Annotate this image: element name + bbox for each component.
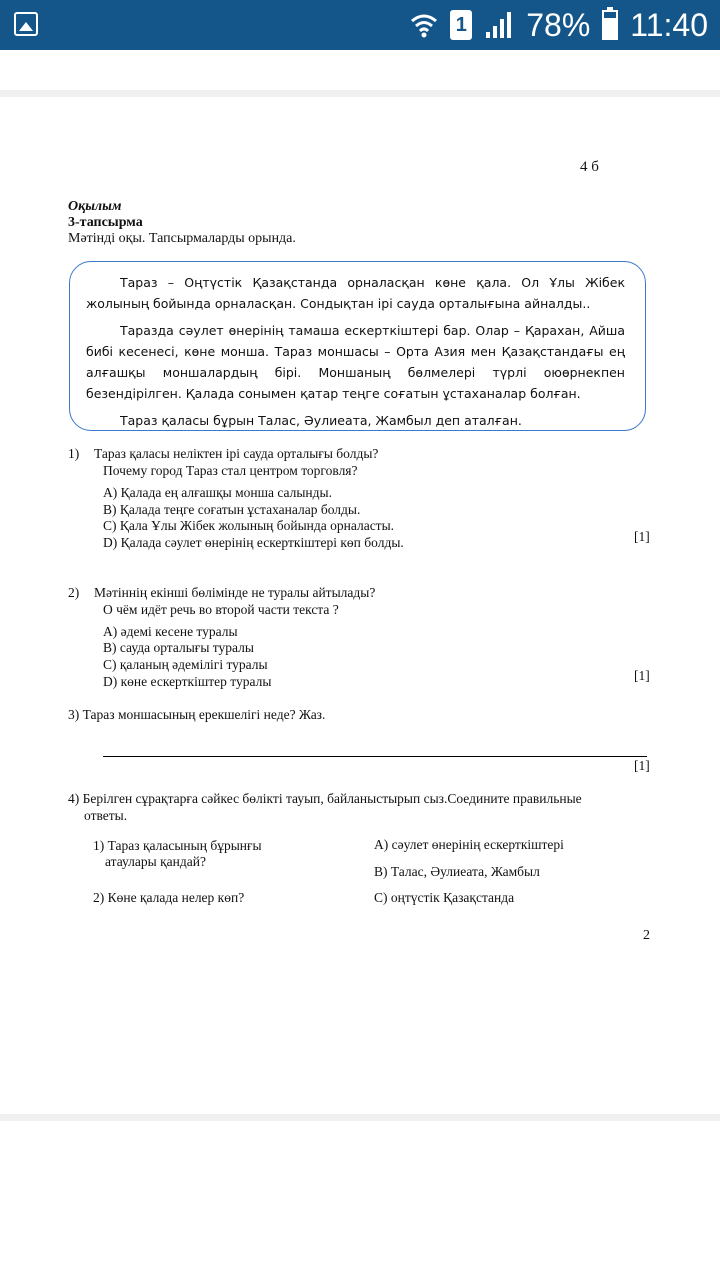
document-page[interactable] [0,97,720,1114]
question-2-ru: О чём идёт речь во второй части текста ? [103,602,339,617]
wifi-icon [410,11,438,39]
question-4-line-2: ответы. [84,808,128,823]
question-1-kz: Тараз қаласы неліктен ірі сауда орталығы болды? [94,446,379,461]
viewer-top-band [0,50,720,90]
question-1-option-d: D) Қалада сәулет өнерінің ескерткіштері көп болды. [103,535,404,550]
status-bar [0,0,720,50]
question-2-number: 2) [68,585,80,600]
text-paragraph-2: Таразда сәулет өнерінің тамаша ескерткіштері бар. Олар – Қарахан, Айша бибі кесенесі, көне монша. Тараз моншасы – Орта Азия мен Қазақстандағы ең алғашқы моншалардың бірі. Моншаның бөлмелері түрлі оюөрнекпен безендірілген. Қалада сонымен қатар теңге соғатын ұстаханалар болған. [86,323,625,401]
signal-icon [484,10,514,40]
question-2-mark: [1] [634,668,650,683]
gallery-icon [14,12,38,36]
match-right-a: А) сәулет өнерінің ескерткіштері [374,837,564,852]
score-label: 4 б [580,159,599,175]
question-2-option-b: В) сауда орталығы туралы [103,640,254,655]
answer-line[interactable] [103,756,647,757]
section-title: Оқылым [68,199,122,214]
viewer-bottom-band [0,1121,720,1280]
battery-percent: 78% [526,6,591,43]
question-4-line-1: 4) Берілген сұрақтарға сәйкес бөлікті тауып, байланыстырып сыз.Соедините правильные [68,791,582,806]
match-left-1b: атаулары қандай? [105,854,206,869]
question-1-option-c: С) Қала Ұлы Жібек жолының бойында орналасты. [103,518,395,533]
clock: 11:40 [630,6,708,43]
sim-icon: 1 [450,10,472,40]
question-1-mark: [1] [634,529,650,544]
task-title: 3-тапсырма [68,215,143,230]
match-right-c: С) оңтүстік Қазақстанда [374,890,515,905]
text-paragraph-1: Тараз – Оңтүстік Қазақстанда орналасқан көне қала. Ол Ұлы Жібек жолының бойында орналасқан. Сондықтан ірі сауда орталығына айналды.. [86,275,625,311]
question-2-kz: Мәтіннің екінші бөлімінде не туралы айтылады? [94,585,376,600]
question-3-mark: [1] [634,758,650,773]
question-1-option-b: В) Қалада теңге соғатын ұстаханалар болды. [103,502,361,517]
question-2-option-c: С) қаланың әдемілігі туралы [103,657,268,672]
page-number: 2 [643,928,650,943]
reading-text-box [69,261,646,431]
question-1-ru: Почему город Тараз стал центром торговля? [103,463,358,478]
instruction: Мәтінді оқы. Тапсырмаларды орында. [68,231,296,246]
question-2-option-d: D) көне ескерткіштер туралы [103,674,272,689]
match-left-2: 2) Көне қалада нелер көп? [93,890,245,905]
question-1-number: 1) [68,446,80,461]
question-1-option-a: А) Қалада ең алғашқы монша салынды. [103,485,332,500]
match-left-1a: 1) Тараз қаласының бұрынғы [93,838,262,853]
text-paragraph-3: Тараз қаласы бұрын Талас, Әулиеата, Жамбыл деп аталған. [120,413,522,428]
battery-icon [602,10,618,40]
question-2-option-a: А) әдемі кесене туралы [103,624,238,639]
question-3-text: 3) Тараз моншасының ерекшелігі неде? Жаз. [68,707,326,722]
match-right-b: В) Талас, Әулиеата, Жамбыл [374,864,540,879]
